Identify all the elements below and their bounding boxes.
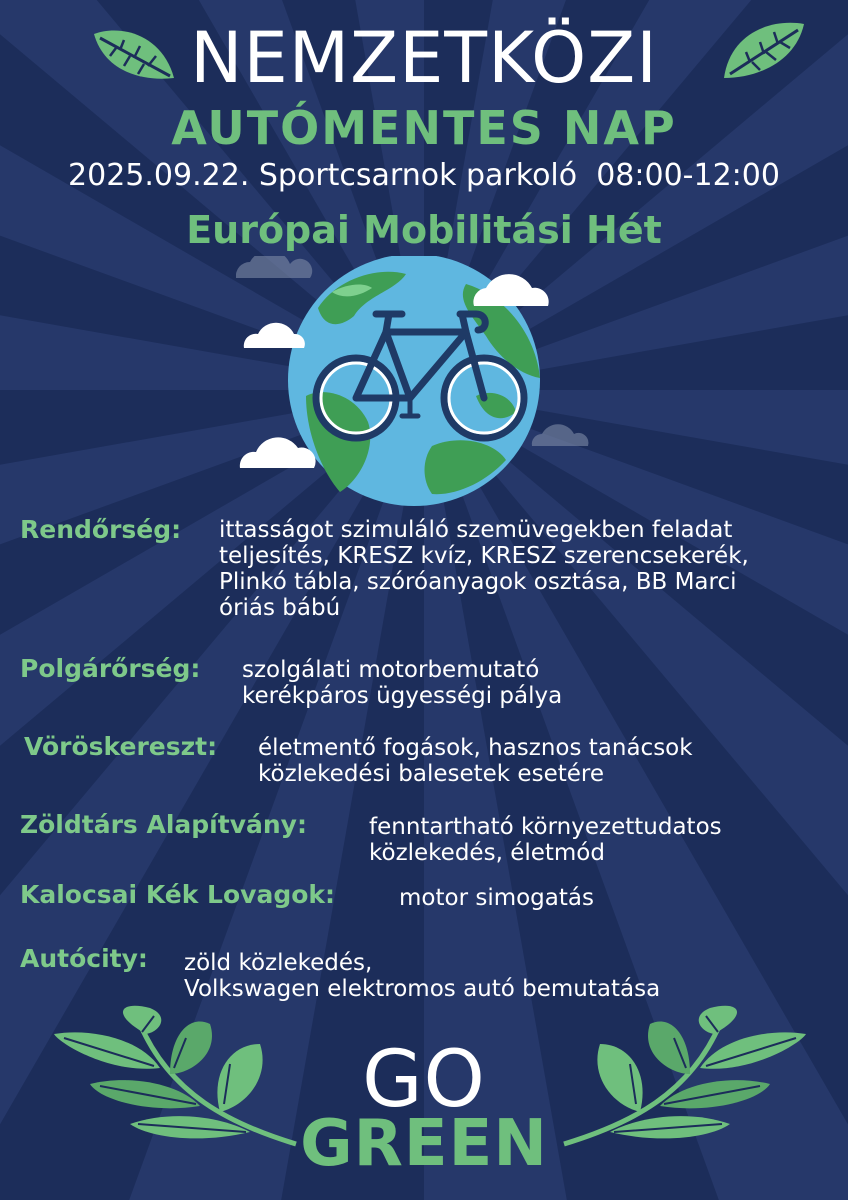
globe-illustration (236, 256, 592, 506)
program-desc-line: szolgálati motorbemutató (242, 657, 540, 683)
program-desc-line: fenntartható környezettudatos (369, 814, 722, 840)
program-desc-line: zöld közlekedés, (184, 950, 373, 976)
program-desc-blue-knights (399, 885, 594, 911)
program-desc-civil-guard (242, 657, 562, 709)
program-desc-line: ittasságot szimuláló szemüvegekben feladat (219, 517, 733, 543)
program-label-civil-guard: Polgárőrség: (20, 654, 201, 683)
program-label-police: Rendőrség: (20, 515, 182, 544)
program-desc-line: Volkswagen elektromos autó bemutatása (184, 976, 661, 1002)
program-label-red-cross: Vöröskereszt: (24, 732, 218, 761)
program-desc-line: teljesítés, KRESZ kvíz, KRESZ szerencsekerék, (219, 543, 749, 569)
program-desc-line: kerékpáros ügyességi pálya (242, 683, 563, 709)
green-text: GREEN (300, 1107, 548, 1181)
week-title: Európai Mobilitási Hét (186, 208, 662, 252)
program-desc-line: közlekedési balesetek esetére (258, 761, 604, 787)
program-desc-line: életmentő fogások, hasznos tanácsok (258, 735, 693, 761)
program-label-zoldtars: Zöldtárs Alapítvány: (20, 810, 307, 839)
program-desc-line: motor simogatás (399, 885, 594, 911)
go-text: GO (362, 1035, 486, 1125)
cloud-icon (236, 256, 312, 278)
program-label-blue-knights: Kalocsai Kék Lovagok: (20, 880, 336, 909)
program-desc-line: Plinkó tábla, szóróanyagok osztása, BB Marci (219, 569, 737, 595)
program-desc-line: közlekedés, életmód (369, 840, 605, 866)
event-date-location-time: 2025.09.22. Sportcsarnok parkoló 08:00-12:00 (68, 158, 780, 193)
title-main: NEMZETKÖZI (190, 17, 658, 99)
program-desc-police (219, 517, 749, 621)
program-desc-zoldtars (369, 814, 722, 866)
program-desc-line: óriás bábú (219, 595, 341, 621)
program-desc-red-cross (258, 735, 693, 787)
title-subtitle: AUTÓMENTES NAP (171, 101, 677, 155)
program-label-autocity: Autócity: (20, 944, 148, 973)
program-desc-autocity (184, 950, 660, 1002)
